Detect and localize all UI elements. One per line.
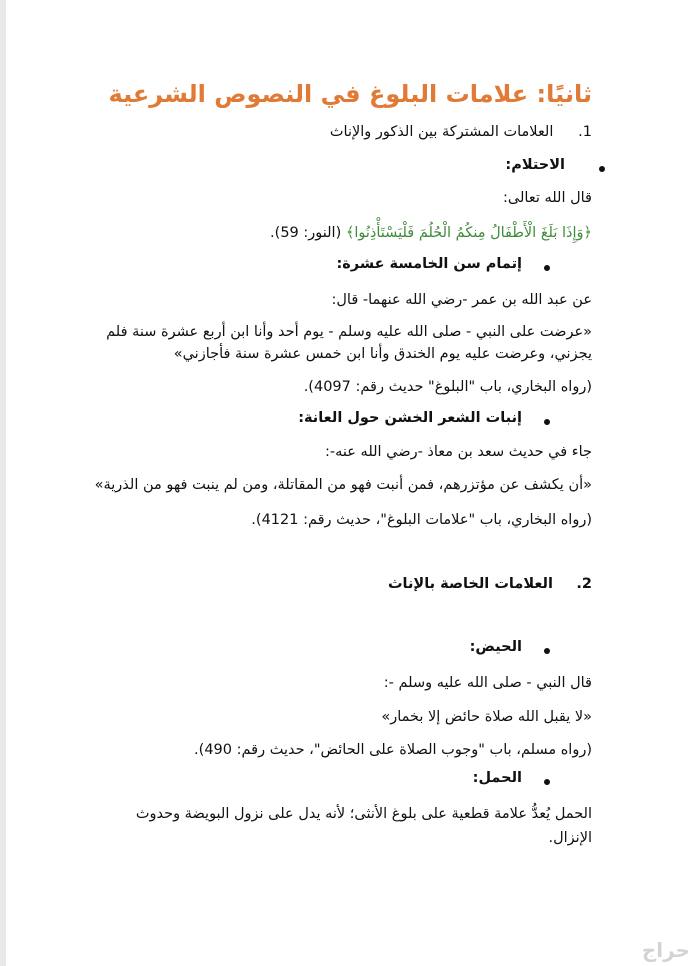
section-2-label: العلامات الخاصة بالإناث [387,576,553,592]
watermark-logo [560,938,690,962]
section-1-number: 1. [578,124,592,140]
section-1-heading [330,124,592,140]
body-line-2: الإنزال. [548,830,592,846]
item-heading-hair: إنبات الشعر الخشن حول العانة: [298,410,522,426]
hadith-quote: «أن يكشف عن مؤتزرهم، فمن أنبت فهو من المقاتلة، ومن لم ينبت فهو من الذرية» [94,477,592,493]
hadith-quote: «لا يقبل الله صلاة حائض إلا بخمار» [381,709,592,725]
item-intro-hair: جاء في حديث سعد بن معاذ -رضي الله عنه-: [325,444,592,460]
bullet-icon [544,779,550,785]
section-2-number: 2. [576,576,592,592]
section-1-label: العلامات المشتركة بين الذكور والإناث [329,124,554,140]
hadith-quote-line-1: «عرضت على النبي - صلى الله عليه وسلم - يوم أحد وأنا ابن أربع عشرة سنة فلم [106,324,592,340]
bullet-icon [544,265,550,271]
item-heading-ihtilam: الاحتلام: [505,157,565,173]
item-heading-haml: الحمل: [472,770,522,786]
watermark-text: حراج [641,938,690,962]
body-line-1: الحمل يُعدُّ علامة قطعية على بلوغ الأنثى؛ لأنه يدل على نزول البويضة وحدوث [135,806,592,822]
bullet-icon [544,419,550,425]
item-heading-age-fifteen: إتمام سن الخامسة عشرة: [336,256,522,272]
section-2-heading [388,576,592,592]
item-intro-hayd: قال النبي - صلى الله عليه وسلم -: [383,675,592,691]
verse-line [40,223,592,243]
quran-verse: ﴿وَإِذَا بَلَغَ الْأَطْفَالُ مِنكُمُ الْحُلُمَ فَلْيَسْتَأْذِنُوا﴾ [345,225,592,241]
item-intro-ihtilam: قال الله تعالى: [503,190,592,206]
item-intro-age-fifteen: عن عبد الله بن عمر -رضي الله عنهما- قال: [331,292,592,308]
bullet-icon [599,166,605,172]
hadith-reference: (رواه البخاري، باب "علامات البلوغ"، حديث رقم: 4121). [251,512,592,528]
verse-reference: (النور: 59). [270,225,346,241]
hadith-reference: (رواه البخاري، باب "البلوغ" حديث رقم: 4097). [303,379,592,395]
hadith-quote-line-2: يجزني، وعرضت عليه يوم الخندق وأنا ابن خمس عشرة سنة فأجازني» [173,346,592,362]
item-heading-hayd: الحيض: [469,639,522,655]
page-title: ثانيًا: علامات البلوغ في النصوص الشرعية [108,80,592,108]
hadith-reference: (رواه مسلم، باب "وجوب الصلاة على الحائض"، حديث رقم: 490). [194,742,592,758]
bullet-icon [544,648,550,654]
